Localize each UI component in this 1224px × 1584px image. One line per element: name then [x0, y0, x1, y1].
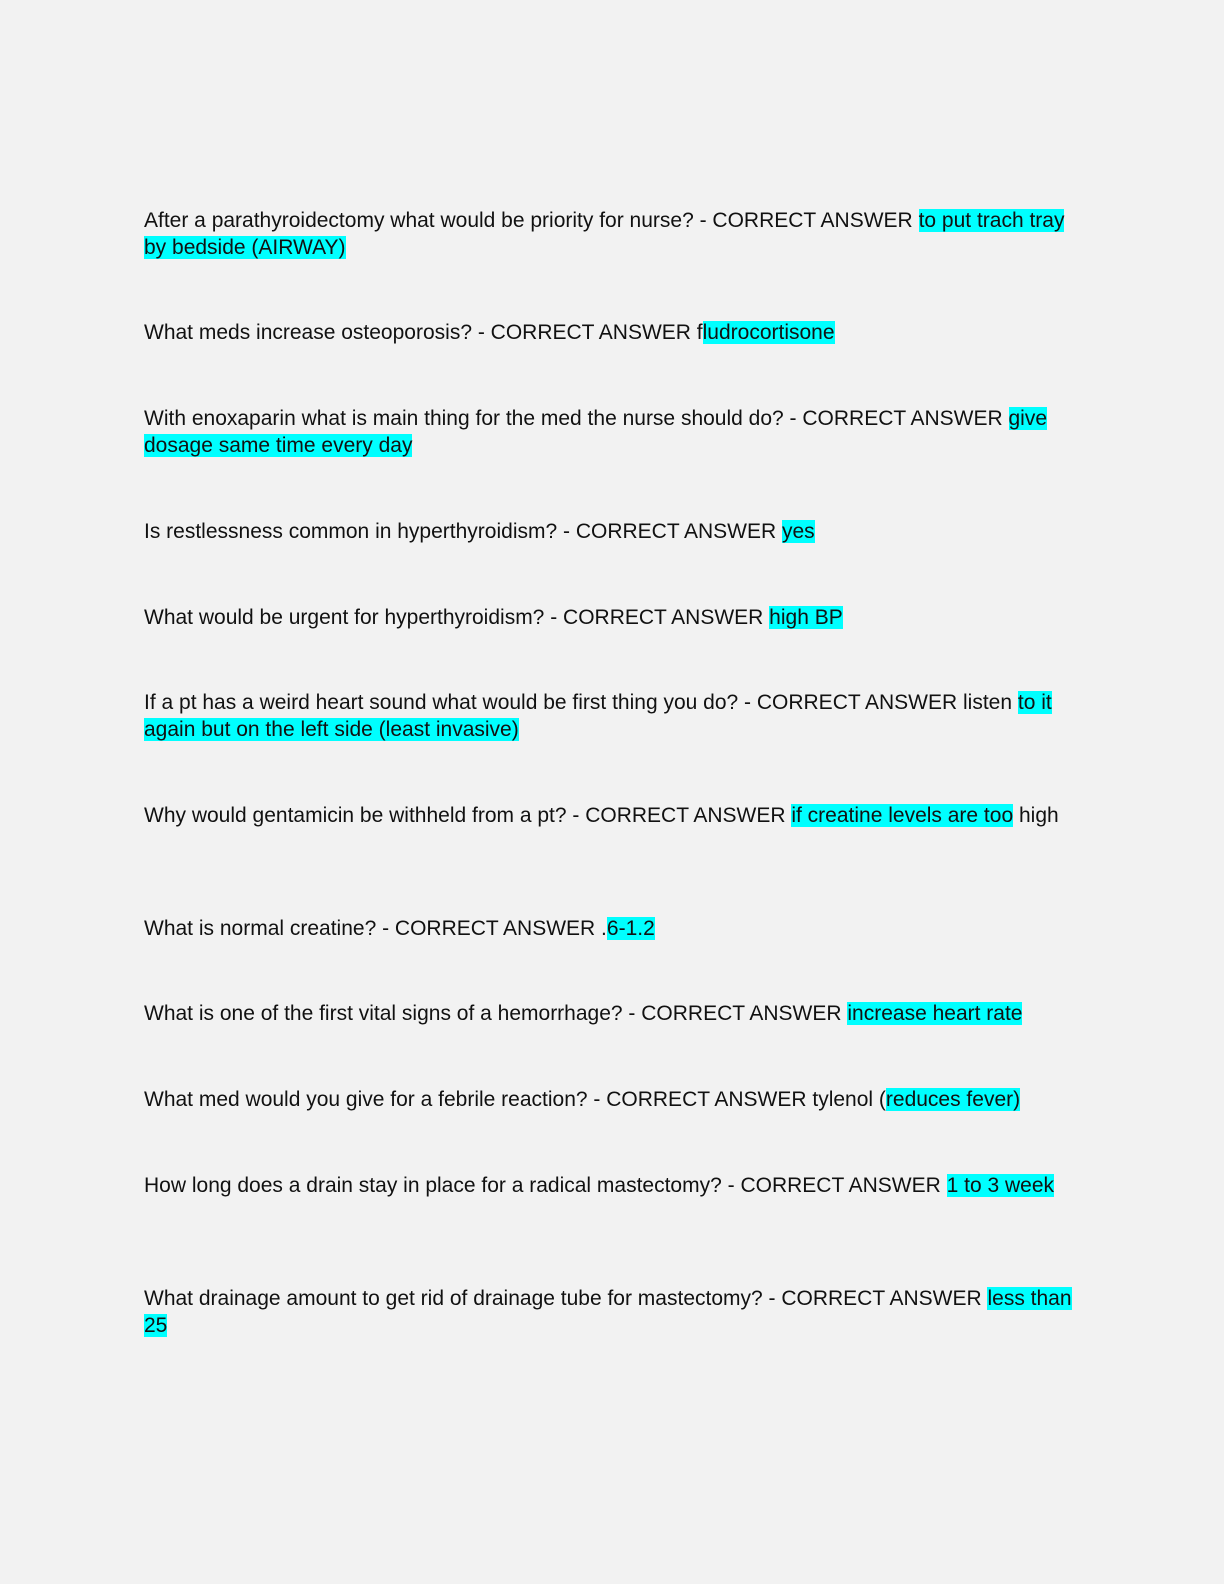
answer-text: high	[1013, 804, 1059, 827]
question-text: What would be urgent for hyperthyroidism? - CORRECT ANSWER	[144, 606, 770, 629]
qa-item	[144, 1000, 1074, 1027]
qa-item	[144, 405, 1074, 459]
question-text: What med would you give for a febrile reaction? - CORRECT ANSWER tylenol (	[144, 1088, 886, 1111]
question-text: What is one of the first vital signs of a hemorrhage? - CORRECT ANSWER	[144, 1002, 848, 1025]
question-text: If a pt has a weird heart sound what would be first thing you do? - CORRECT ANSWER listen	[144, 691, 1018, 714]
question-text: Is restlessness common in hyperthyroidism? - CORRECT ANSWER	[144, 520, 782, 543]
highlighted-answer: 6-1.2	[606, 917, 655, 940]
question-text: With enoxaparin what is main thing for the med the nurse should do? - CORRECT ANSWER	[144, 407, 1009, 430]
question-text: After a parathyroidectomy what would be priority for nurse? - CORRECT ANSWER	[144, 209, 919, 232]
highlighted-answer: high BP	[769, 606, 843, 629]
highlighted-answer: if creatine levels are too	[791, 804, 1014, 827]
highlighted-answer: yes	[781, 520, 815, 543]
question-text: How long does a drain stay in place for a radical mastectomy? - CORRECT ANSWER	[144, 1174, 947, 1197]
qa-item	[144, 604, 1074, 631]
qa-item	[144, 915, 1074, 942]
question-text: What meds increase osteoporosis? - CORRECT ANSWER f	[144, 321, 703, 344]
highlighted-answer: increase heart rate	[847, 1002, 1023, 1025]
qa-item	[144, 1172, 1074, 1199]
qa-item	[144, 1086, 1074, 1113]
qa-item	[144, 802, 1074, 829]
highlighted-answer: less than 25	[144, 1287, 1072, 1337]
highlighted-answer: give dosage same time every day	[144, 407, 1048, 457]
qa-item	[144, 518, 1074, 545]
qa-item	[144, 207, 1074, 261]
question-text: Why would gentamicin be withheld from a pt? - CORRECT ANSWER	[144, 804, 792, 827]
highlighted-answer: to it again but on the left side (least invasive)	[144, 691, 1052, 741]
qa-item	[144, 1285, 1074, 1339]
question-text: What drainage amount to get rid of drainage tube for mastectomy? - CORRECT ANSWER	[144, 1287, 988, 1310]
highlighted-answer: ludrocortisone	[702, 321, 835, 344]
highlighted-answer: reduces fever)	[885, 1088, 1021, 1111]
qa-item	[144, 319, 1074, 346]
question-text: What is normal creatine? - CORRECT ANSWER .	[144, 917, 607, 940]
qa-item	[144, 689, 1074, 743]
highlighted-answer: 1 to 3 week	[946, 1174, 1054, 1197]
highlighted-answer: to put trach tray by bedside (AIRWAY)	[144, 209, 1065, 259]
